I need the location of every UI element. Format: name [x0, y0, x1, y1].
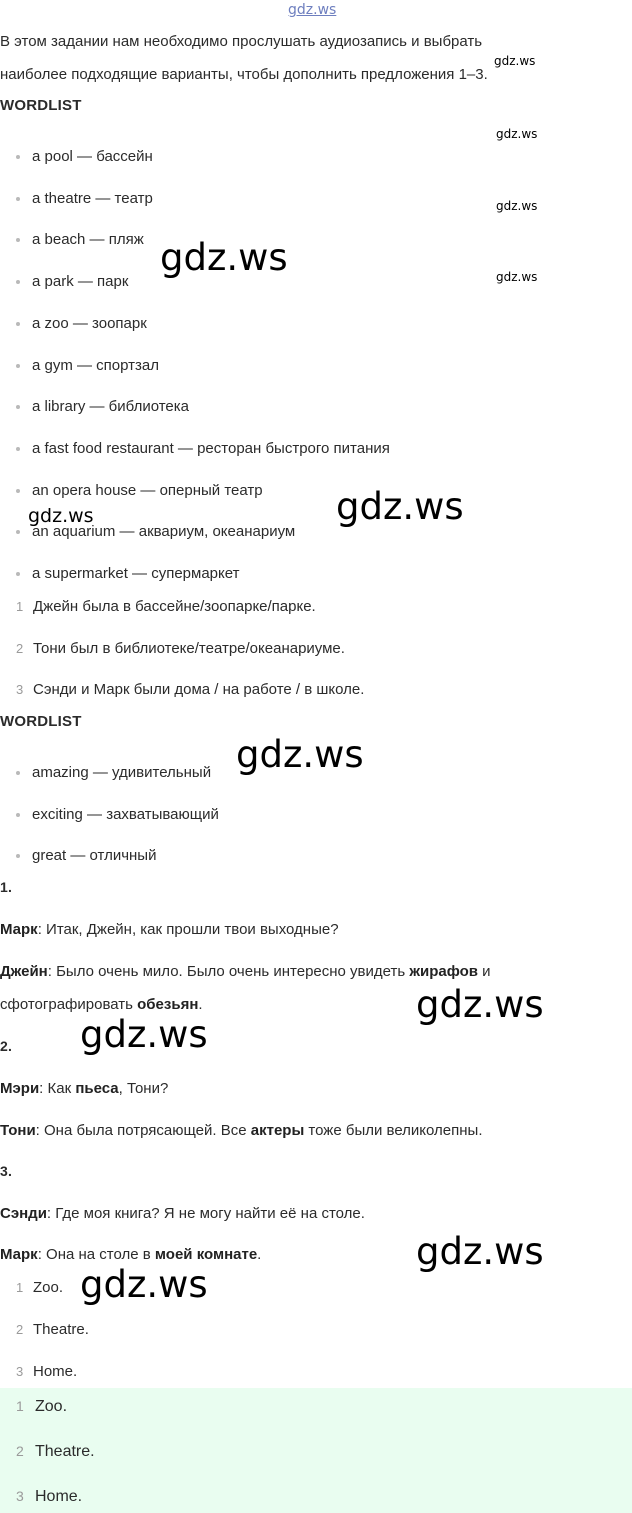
bullet-dot: [16, 489, 20, 493]
bullet-dot: [16, 322, 20, 326]
dialogue-line: [0, 1121, 483, 1141]
line-text: .: [257, 1246, 262, 1263]
dialogue-number: 3.: [0, 1163, 13, 1179]
line-text: : Она была потрясающей. Все: [35, 1122, 251, 1139]
answer-item: [16, 1441, 95, 1462]
bullet-dot: [16, 771, 20, 775]
sentence-text: Тони был в библиотеке/театре/океанариуме.: [33, 640, 345, 657]
answer-text: Zoo.: [33, 1279, 64, 1296]
watermark-small: gdz.ws: [494, 54, 536, 68]
list-item-text: a gym — спортзал: [32, 357, 160, 374]
dialogue-line: [0, 1245, 261, 1265]
speaker-name: Тони: [0, 1122, 36, 1139]
dialogue-number: 2.: [0, 1038, 13, 1054]
answer-item: [16, 1362, 77, 1382]
watermark-large: gdz.ws: [416, 983, 544, 1026]
list-item: [16, 481, 263, 501]
list-item-text: a fast food restaurant — ресторан быстрого питания: [32, 440, 390, 457]
answer-text: Home.: [35, 1488, 83, 1505]
line-text: : Как: [39, 1080, 76, 1097]
intro-line-2: наиболее подходящие варианты, чтобы дополнить предложения 1–3.: [0, 66, 488, 83]
answer-highlight-box: [0, 1388, 632, 1513]
answer-item: [16, 1278, 63, 1298]
dialogue-line: [0, 1079, 168, 1099]
list-item: [16, 356, 159, 376]
line-text: тоже были великолепны.: [304, 1122, 483, 1139]
line-text: сфотографировать: [0, 996, 138, 1013]
speaker-name: Сэнди: [0, 1205, 47, 1222]
key-word: моей комнате: [154, 1246, 258, 1263]
list-item-text: a park — парк: [32, 273, 129, 290]
bullet-dot: [16, 572, 20, 576]
list-item: [16, 397, 189, 417]
item-number: 2: [16, 1443, 24, 1459]
bullet-dot: [16, 364, 20, 368]
key-word: актеры: [250, 1122, 305, 1139]
bullet-dot: [16, 155, 20, 159]
list-item: [16, 763, 211, 783]
item-number: 3: [16, 682, 24, 697]
answer-text: Zoo.: [35, 1398, 68, 1415]
dialogue-line: [0, 962, 491, 982]
list-item: [16, 272, 128, 292]
wordlist-heading: WORDLIST: [0, 97, 82, 114]
watermark-large: gdz.ws: [416, 1230, 544, 1273]
list-item-text: a supermarket — супермаркет: [32, 565, 240, 582]
list-item: [16, 805, 219, 825]
dialogue-number: 1.: [0, 879, 13, 895]
intro-line-1: В этом задании нам необходимо прослушать аудиозапись и выбрать: [0, 33, 483, 50]
answer-text: Theatre.: [35, 1443, 95, 1460]
watermark-small: gdz.ws: [496, 127, 538, 141]
list-item: [16, 846, 156, 866]
list-item-text: a zoo — зоопарк: [32, 315, 147, 332]
watermark-small: gdz.ws: [496, 270, 538, 284]
bullet-dot: [16, 530, 20, 534]
list-item-text: great — отличный: [32, 847, 157, 864]
bullet-dot: [16, 197, 20, 201]
bullet-dot: [16, 405, 20, 409]
watermark-large: gdz.ws: [336, 485, 464, 528]
bullet-dot: [16, 280, 20, 284]
bullet-dot: [16, 813, 20, 817]
list-item-text: a library — библиотека: [32, 398, 189, 415]
answer-text: Theatre.: [33, 1321, 89, 1338]
watermark-link[interactable]: gdz.ws: [288, 2, 337, 18]
item-number: 2: [16, 641, 24, 656]
item-number: 3: [16, 1364, 24, 1379]
key-word: обезьян: [137, 996, 199, 1013]
list-item: [16, 147, 153, 167]
list-item-text: an opera house — оперный театр: [32, 482, 263, 499]
item-number: 2: [16, 1322, 24, 1337]
item-number: 1: [16, 1280, 24, 1295]
line-text: : Она на столе в: [37, 1246, 155, 1263]
line-text: .: [198, 996, 203, 1013]
line-text: , Тони?: [118, 1080, 169, 1097]
line-text: : Где моя книга? Я не могу найти её на столе.: [46, 1205, 365, 1222]
sentence-item: [16, 639, 345, 659]
item-number: 3: [16, 1488, 24, 1504]
sentence-item: [16, 597, 316, 617]
key-word: пьеса: [75, 1080, 119, 1097]
line-text: и: [478, 963, 491, 980]
answer-item: [16, 1396, 67, 1417]
bullet-dot: [16, 854, 20, 858]
sentence-item: [16, 680, 364, 700]
watermark-large: gdz.ws: [80, 1013, 208, 1056]
list-item: [16, 439, 390, 459]
sentence-text: Сэнди и Марк были дома / на работе / в школе.: [33, 681, 365, 698]
answer-item: [16, 1320, 89, 1340]
bullet-dot: [16, 238, 20, 242]
list-item-text: a beach — пляж: [32, 231, 144, 248]
dialogue-line: [0, 1204, 365, 1224]
answer-item: [16, 1486, 82, 1507]
speaker-name: Джейн: [0, 963, 48, 980]
watermark-large: gdz.ws: [160, 236, 288, 279]
item-number: 1: [16, 599, 24, 614]
watermark-small: gdz.ws: [496, 199, 538, 213]
speaker-name: Марк: [0, 921, 38, 938]
answer-text: Home.: [33, 1363, 78, 1380]
list-item: [16, 230, 144, 250]
list-item-text: exciting — захватывающий: [32, 806, 219, 823]
wordlist-heading: WORDLIST: [0, 713, 82, 730]
sentence-text: Джейн была в бассейне/зоопарке/парке.: [33, 598, 316, 615]
key-word: жирафов: [409, 963, 479, 980]
list-item-text: an aquarium — аквариум, океанариум: [32, 523, 296, 540]
list-item: [16, 314, 147, 334]
dialogue-line: [0, 995, 203, 1015]
watermark-large: gdz.ws: [236, 733, 364, 776]
dialogue-line: [0, 920, 339, 940]
watermark-medium: gdz.ws: [28, 505, 94, 527]
line-text: : Итак, Джейн, как прошли твои выходные?: [37, 921, 339, 938]
line-text: : Было очень мило. Было очень интересно увидеть: [47, 963, 410, 980]
item-number: 1: [16, 1398, 24, 1414]
speaker-name: Мэри: [0, 1080, 40, 1097]
speaker-name: Марк: [0, 1246, 38, 1263]
list-item: [16, 189, 153, 209]
list-item: [16, 564, 239, 584]
bullet-dot: [16, 447, 20, 451]
list-item-text: a theatre — театр: [32, 190, 153, 207]
list-item: [16, 522, 295, 542]
watermark-large: gdz.ws: [80, 1263, 208, 1306]
list-item-text: a pool — бассейн: [32, 148, 153, 165]
list-item-text: amazing — удивительный: [32, 764, 212, 781]
